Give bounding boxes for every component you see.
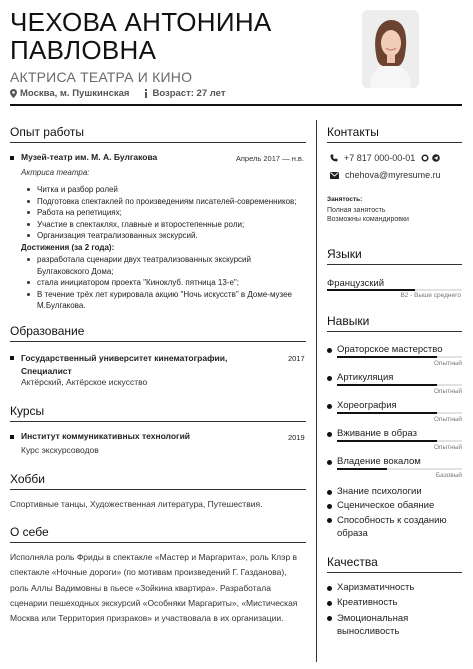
skill-label: Хореография bbox=[337, 400, 397, 411]
bullet-dot bbox=[327, 404, 332, 409]
section-title-qualities: Качества bbox=[327, 555, 378, 569]
duty-item: Подготовка спектаклей по произведениям писателей-современников; bbox=[27, 196, 307, 208]
language-name: Французский bbox=[327, 278, 384, 289]
duty-item: Участие в спектаклях, главные и второстепенные роли; bbox=[27, 219, 307, 231]
skill-level-bar bbox=[337, 412, 437, 414]
language-level-text: B2 - Выше среднего bbox=[400, 292, 461, 299]
skill-item bbox=[327, 372, 462, 398]
duty-item: Организация театрализованных экскурсий. bbox=[27, 230, 307, 242]
profile-photo bbox=[362, 10, 419, 88]
section-title-courses: Курсы bbox=[10, 404, 45, 418]
duties-list bbox=[27, 184, 307, 242]
section-rule bbox=[327, 264, 462, 265]
quality-item bbox=[327, 582, 462, 594]
quality-item bbox=[327, 597, 462, 609]
achievements-list bbox=[27, 254, 303, 312]
skill-label: Артикуляция bbox=[337, 372, 394, 383]
bullet-dot bbox=[327, 432, 332, 437]
bullet-dot bbox=[327, 348, 332, 353]
skill-label: Знание психологии bbox=[337, 486, 422, 497]
skill-label: Владение вокалом bbox=[337, 456, 421, 467]
skill-item bbox=[327, 400, 462, 426]
achievement-item: разработала сценарии двух театрализованных экскурсий Булгаковского Дома; bbox=[27, 254, 303, 277]
duty-item: Работа на репетициях; bbox=[27, 207, 307, 219]
envelope-icon bbox=[330, 172, 339, 179]
section-rule bbox=[327, 572, 462, 573]
entry-marker bbox=[10, 435, 14, 439]
bullet-dot bbox=[327, 504, 332, 509]
skill-label: Способность к созданию образа bbox=[337, 515, 447, 539]
bullet-dot bbox=[327, 586, 332, 591]
skill-label: Ораторское мастерство bbox=[337, 344, 443, 355]
email-row bbox=[330, 170, 441, 180]
bullet-dot bbox=[327, 490, 332, 495]
section-title-languages: Языки bbox=[327, 247, 362, 261]
position-title: Актриса театра: bbox=[21, 168, 90, 177]
skill-level-bar bbox=[337, 440, 437, 442]
phone-number[interactable]: +7 817 000-00-01 bbox=[344, 153, 416, 163]
skill-item bbox=[327, 500, 462, 512]
entry-marker bbox=[10, 356, 14, 360]
language-level-bar bbox=[327, 289, 415, 291]
skill-item bbox=[327, 514, 462, 540]
name-line-2: ПАВЛОВНА bbox=[10, 35, 157, 65]
skill-level-bar bbox=[337, 468, 387, 470]
entry-marker bbox=[10, 156, 14, 160]
section-title-contacts: Контакты bbox=[327, 125, 379, 139]
graduation-year: 2017 bbox=[288, 354, 305, 363]
telegram-icon bbox=[432, 154, 440, 162]
achievement-item: стала инициатором проекта "Киноклуб. пятница 13-е"; bbox=[27, 277, 303, 289]
email-address[interactable]: chehova@myresume.ru bbox=[345, 170, 441, 180]
bullet-dot bbox=[327, 518, 332, 523]
column-divider bbox=[316, 120, 317, 662]
specialty: Актёрский, Актёрское искусство bbox=[21, 377, 148, 387]
section-title-education: Образование bbox=[10, 324, 85, 338]
course-institution: Институт коммуникативных технологий bbox=[21, 431, 191, 441]
info-icon bbox=[143, 89, 149, 98]
bullet-dot bbox=[327, 460, 332, 465]
achievements-title: Достижения (за 2 года): bbox=[21, 243, 115, 252]
course-year: 2019 bbox=[288, 433, 305, 442]
full-name bbox=[10, 8, 272, 64]
section-rule bbox=[10, 341, 306, 342]
university-name: Государственный университет кинематографии, Специалист bbox=[21, 353, 228, 376]
section-rule bbox=[10, 489, 306, 490]
bullet-dot bbox=[327, 376, 332, 381]
business-trips: Возможны командировки bbox=[327, 216, 409, 223]
bullet-dot bbox=[327, 601, 332, 606]
achievement-item: В течение трёх лет курировала акцию "Ночь искусств" в Доме-музее М.Булгакова. bbox=[27, 289, 303, 312]
section-title-hobbies: Хобби bbox=[10, 472, 45, 486]
section-rule bbox=[10, 542, 306, 543]
personal-meta bbox=[10, 88, 225, 99]
location-pin-icon bbox=[10, 89, 17, 98]
skill-level-text: Опытный bbox=[433, 444, 462, 451]
section-rule bbox=[327, 142, 462, 143]
about-text: Исполняла роль Фриды в спектакле «Мастер и Маргарита», роль Клэр в спектакле «Ночные дороги» (по мотивам произведений Г. Газданова), роль Аллы Вадимовны в пьесе «Зойкина квартира». Разработала сценарии пешеходных экскурсий «Особняки Маргариты», «Мистическая Москва или Территория призраков» и участвовала в их организации. bbox=[10, 552, 298, 624]
header-divider bbox=[10, 104, 462, 106]
whatsapp-icon bbox=[421, 154, 429, 162]
duty-item: Читка и разбор ролей bbox=[27, 184, 307, 196]
skill-level-text: Опытный bbox=[433, 388, 462, 395]
age-text: Возраст: 27 лет bbox=[152, 88, 226, 99]
section-rule bbox=[10, 142, 306, 143]
skill-label: Сценическое обаяние bbox=[337, 500, 435, 511]
section-title-skills: Навыки bbox=[327, 314, 370, 328]
skill-item bbox=[327, 486, 462, 498]
course-name: Курс экскурсоводов bbox=[21, 445, 99, 455]
skill-level-text: Опытный bbox=[433, 360, 462, 367]
portrait-image bbox=[362, 10, 419, 88]
location-text: Москва, м. Пушкинская bbox=[20, 88, 130, 99]
job-title: АКТРИСА ТЕАТРА И КИНО bbox=[10, 69, 193, 85]
location bbox=[10, 88, 129, 99]
skill-item bbox=[327, 344, 462, 370]
quality-label: Эмоциональная выносливость bbox=[337, 613, 409, 637]
skill-label: Вживание в образ bbox=[337, 428, 417, 439]
employer-name: Музей-театр им. М. А. Булгакова bbox=[21, 152, 158, 162]
skill-item bbox=[327, 428, 462, 454]
skill-level-text: Базовый bbox=[435, 472, 462, 479]
section-title-about: О себе bbox=[10, 525, 49, 539]
hobbies-text: Спортивные танцы, Художественная литература, Путешествия. bbox=[10, 499, 263, 509]
quality-label: Креативность bbox=[337, 597, 398, 608]
quality-item bbox=[327, 612, 462, 638]
skill-level-bar bbox=[337, 384, 437, 386]
section-rule bbox=[10, 421, 306, 422]
section-rule bbox=[327, 331, 462, 332]
phone-row bbox=[330, 153, 440, 163]
name-line-1: ЧЕХОВА АНТОНИНА bbox=[10, 7, 272, 37]
bullet-dot bbox=[327, 616, 332, 621]
skill-level-text: Опытный bbox=[433, 416, 462, 423]
section-title-experience: Опыт работы bbox=[10, 125, 85, 139]
quality-label: Харизматичность bbox=[337, 582, 415, 593]
phone-icon bbox=[330, 154, 338, 162]
age bbox=[143, 88, 225, 99]
employment-label: Занятость: bbox=[327, 196, 363, 203]
employment-type: Полная занятость bbox=[327, 207, 386, 214]
skill-level-bar bbox=[337, 356, 437, 358]
skill-item bbox=[327, 456, 462, 482]
employment-dates: Апрель 2017 — н.в. bbox=[235, 154, 304, 163]
